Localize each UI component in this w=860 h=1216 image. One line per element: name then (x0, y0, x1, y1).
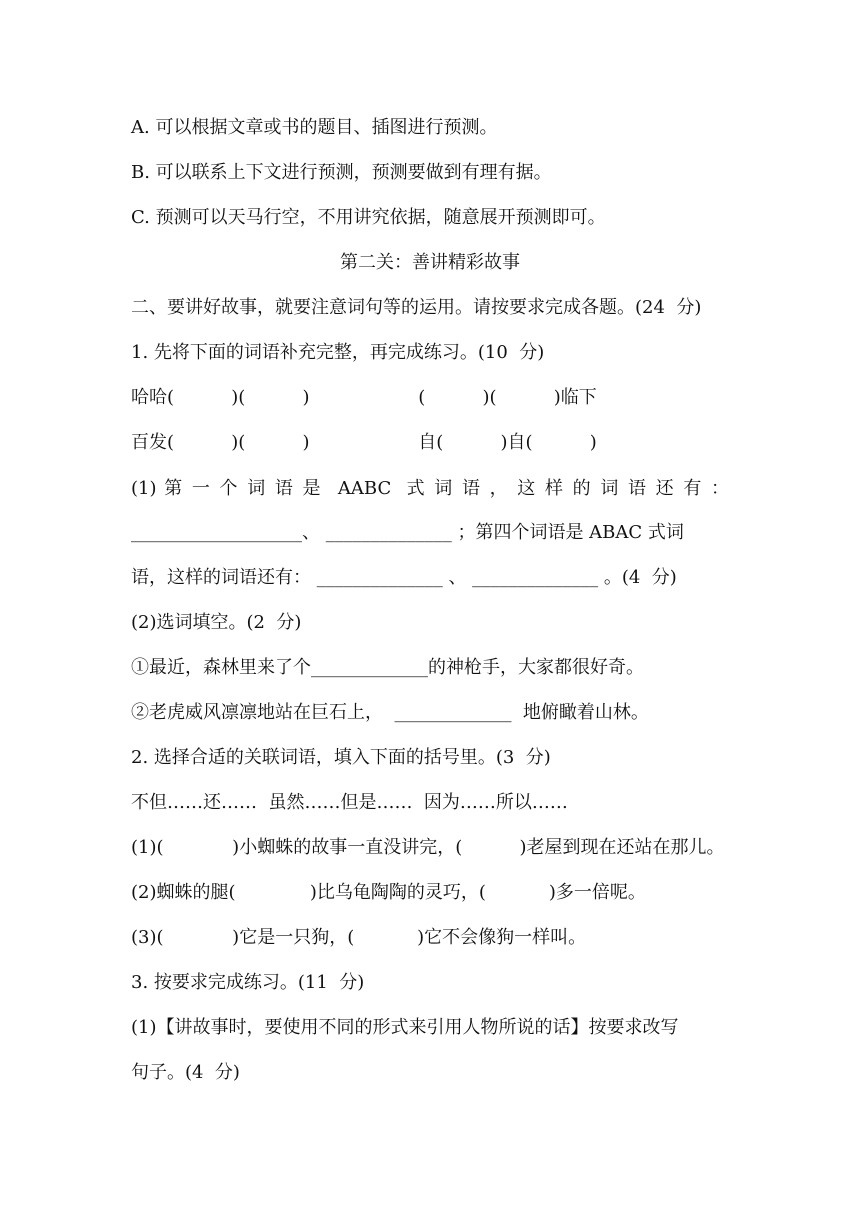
question-1-sub1-line-3: 语，这样的词语还有： ______________ 、 ______________ 。(4 分) (131, 567, 677, 588)
question-2-choices: 不但……还…… 虽然……但是…… 因为……所以…… (131, 792, 568, 813)
question-3-sub1-line-1: (1)【讲故事时，要使用不同的形式来引用人物所说的话】按要求改写 (131, 1017, 679, 1038)
question-1-title: 1. 先将下面的词语补充完整，再完成练习。(10 分) (131, 342, 545, 363)
section-title: 第二关：善讲精彩故事 (340, 252, 520, 273)
option-a: A. 可以根据文章或书的题目、插图进行预测。 (131, 117, 498, 138)
question-1-sub1-line-1: (1) 第 一 个 词 语 是 AABC 式 词 语 ， 这 样 的 词 语 还 有 ： (131, 478, 729, 499)
question-2-title: 2. 选择合适的关联词语，填入下面的括号里。(3 分) (131, 747, 551, 768)
question-1-sub2-title: (2)选词填空。(2 分) (131, 612, 302, 633)
question-3-sub1-line-2: 句子。(4 分) (131, 1062, 240, 1083)
question-1-sub2-item-1: ①最近，森林里来了个_____________的神枪手，大家都很好奇。 (131, 657, 644, 678)
section-intro: 二、要讲好故事，就要注意词句等的运用。请按要求完成各题。(24 分) (131, 297, 702, 318)
option-c: C. 预测可以天马行空，不用讲究依据，随意展开预测即可。 (131, 207, 606, 228)
question-1-sub2-item-2: ②老虎威风凛凛地站在巨石上， _____________ 地俯瞰着山林。 (131, 702, 649, 723)
question-2-item-1: (1)( )小蜘蛛的故事一直没讲完，( )老屋到现在还站在那儿。 (131, 837, 725, 858)
question-2-item-3: (3)( )它是一只狗，( )它不会像狗一样叫。 (131, 927, 587, 948)
question-1-word-row-2: 百发( )( ) 自( )自( ) (131, 432, 597, 453)
question-1-sub1-line-2: ___________________、 ______________ ；第四个词语是 ABAC 式词 (131, 522, 684, 543)
option-b: B. 可以联系上下文进行预测，预测要做到有理有据。 (131, 162, 552, 183)
question-2-item-2: (2)蜘蛛的腿( )比乌龟陶陶的灵巧，( )多一倍呢。 (131, 882, 646, 903)
question-3-title: 3. 按要求完成练习。(11 分) (131, 972, 365, 993)
question-1-word-row-1: 哈哈( )( ) ( )( )临下 (131, 387, 597, 408)
